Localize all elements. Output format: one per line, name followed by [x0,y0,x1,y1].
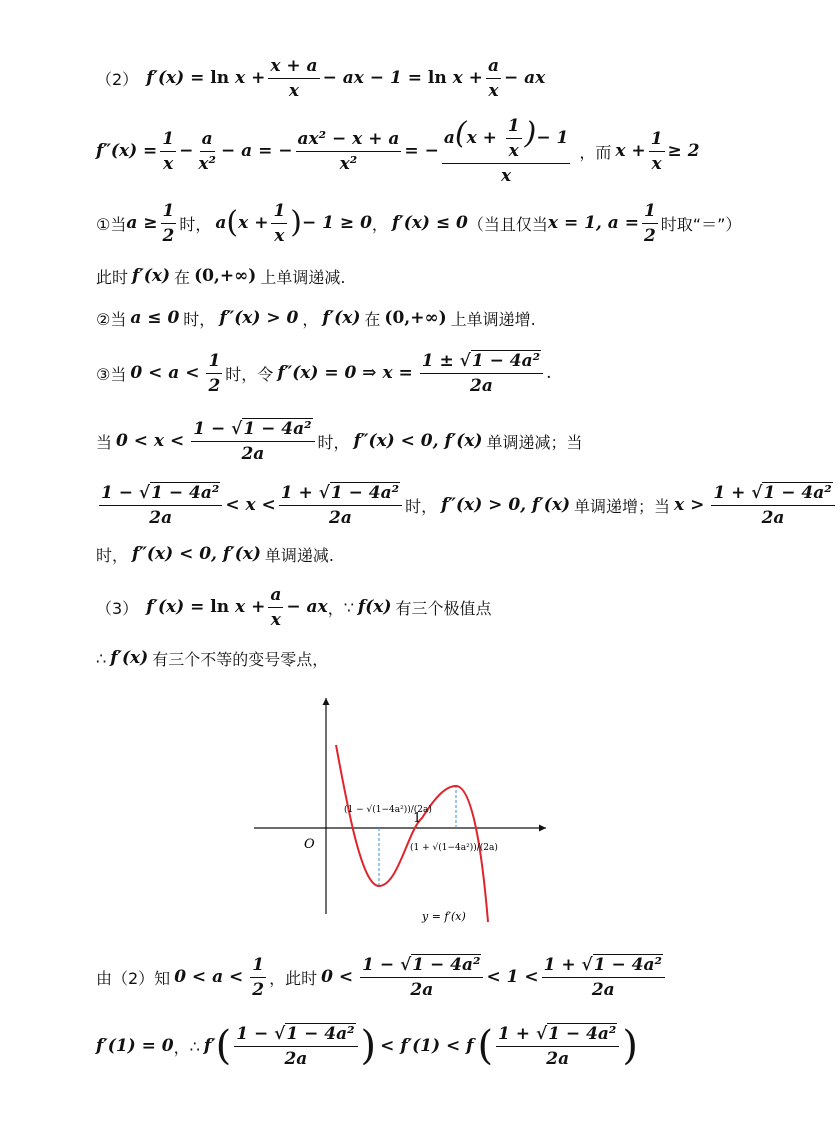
line-13: f′(1) = 0 ， ∴ f′ ( $\frac{\text{1 − √1 − 4a²}}{2a}$ ) < f′(1) < f ( $\frac{\text{1 + √1 − 4a²}}{2a}$ ) [96,1023,638,1069]
line-3: ①当 a ≥ $\frac{1}{2}$ 时， a ( x + $\frac{1}{x}$ ) − 1 ≥ 0 ， f′(x) ≤ 0 （当且仅当 x = 1, a = $\frac{1}{2}$ 时取“＝”） [96,200,742,246]
derivative-graph [240,690,560,930]
origin-label: O [304,837,315,852]
text-shi: 时， [96,545,129,565]
therefore-symbol: ∴ [96,648,107,668]
part-2-label: （2） [96,69,139,89]
text-zai: 在 [364,309,381,329]
label-one: 1 [413,811,422,826]
line-1: （2） f′(x) = ln x + $\frac{x + a}{x}$ − ax − 1 = ln x + $\frac{a}{x}$ − ax [96,55,546,101]
text-cishi: 此时 [96,267,129,287]
derivative-curve [336,745,488,922]
text-shi: 时， [405,496,438,516]
text-comma: ， [173,1037,190,1057]
text-shi: 时， [225,364,258,384]
text-equality: 时取“＝”） [660,214,742,234]
line-5: ②当 a ≤ 0 时， f″(x) > 0 ， f′(x) 在 (0,+∞) 上单调递增. [96,308,536,329]
line-8: $\frac{\text{1 − √1 − 4a²}}{2a}$ < x < $\frac{\text{1 + √1 − 4a²}}{2a}$ 时， f″(x) > 0, f′(x) 单调递增；当 x > $\frac{\text{1 + √1 − 4a²}}{2a}$ [96,480,838,530]
line-12: 由（2）知 0 < a < $\frac{1}{2}$ ，此时 0 < $\frac{\text{1 − √1 − 4a²}}{2a}$ < 1 < $\frac{\text{1 + √1 − 4a²}}{2a}$ [96,950,668,1004]
text-er: ，而 [579,142,612,162]
because-symbol: ∵ [343,597,354,617]
text-dec-when: 单调递减；当 [486,432,583,452]
text-zai: 在 [174,267,191,287]
root-right-label: (1 + √(1−4a²))/(2a) [410,843,498,853]
text-increasing: 上单调递增. [450,309,536,329]
text-decreasing: 上单调递减. [260,267,346,287]
text-cishi-2: ，此时 [269,968,318,988]
text-comma: ， [302,309,319,329]
text-inc-when: 单调递增；当 [574,496,671,516]
line-10: （3） f′(x) = ln x + $\frac{a}{x}$ − ax ， ∵ f(x) 有三个极值点 [96,584,492,630]
curve-label: y = f′(x) [422,910,466,923]
text-three-extrema: 有三个极值点 [395,598,492,618]
case-2-label: ②当 [96,309,127,329]
text-shi: 时， [317,432,350,452]
text-condition: （当且仅当 [467,214,548,234]
line-7: 当 0 < x < $\frac{\text{1 − √1 − 4a²}}{2a}$ 时， f″(x) < 0, f′(x) 单调递减；当 [96,418,583,464]
case-3-label: ③当 [96,364,127,384]
text-comma: ， [327,598,344,618]
text-ling: 令 [257,364,274,384]
line-11: ∴ f′(x) 有三个不等的变号零点， [96,648,329,669]
root-left-label: (1 − √(1−4a²))/(2a) [344,805,432,815]
line-4: 此时 f′(x) 在 (0,+∞) 上单调递减. [96,266,346,287]
therefore-symbol: ∴ [189,1036,200,1056]
text-dang: 当 [96,432,113,452]
part-3-label: （3） [96,598,139,618]
text-dec-end: 单调递减. [264,545,335,565]
text-from-2: 由（2）知 [96,968,171,988]
text-shi: 时， [179,214,212,234]
case-1-label: ①当 [96,214,127,234]
line-6: ③当 0 < a < $\frac{1}{2}$ 时， 令 f″(x) = 0 ⇒ x = $\frac{\text{1 ± √1 − 4a²}}{2a}$ . [96,350,552,396]
line-2: f″(x) = $\frac{1}{x}$ − $\frac{a}{\text{x²}}$ − a = − $\frac{\text{ax² − x + a}}{\text{x²}}$ = − a(x + $\frac{1}{x}$ )− 1 x ，而 x + $\frac{1}{x}$ ≥ 2 [96,116,700,186]
text-comma: ， [371,214,388,234]
text-shi: 时， [183,309,216,329]
text-three-zeros: 有三个不等的变号零点， [152,649,329,669]
line-9: 时， f″(x) < 0, f′(x) 单调递减. [96,544,335,565]
